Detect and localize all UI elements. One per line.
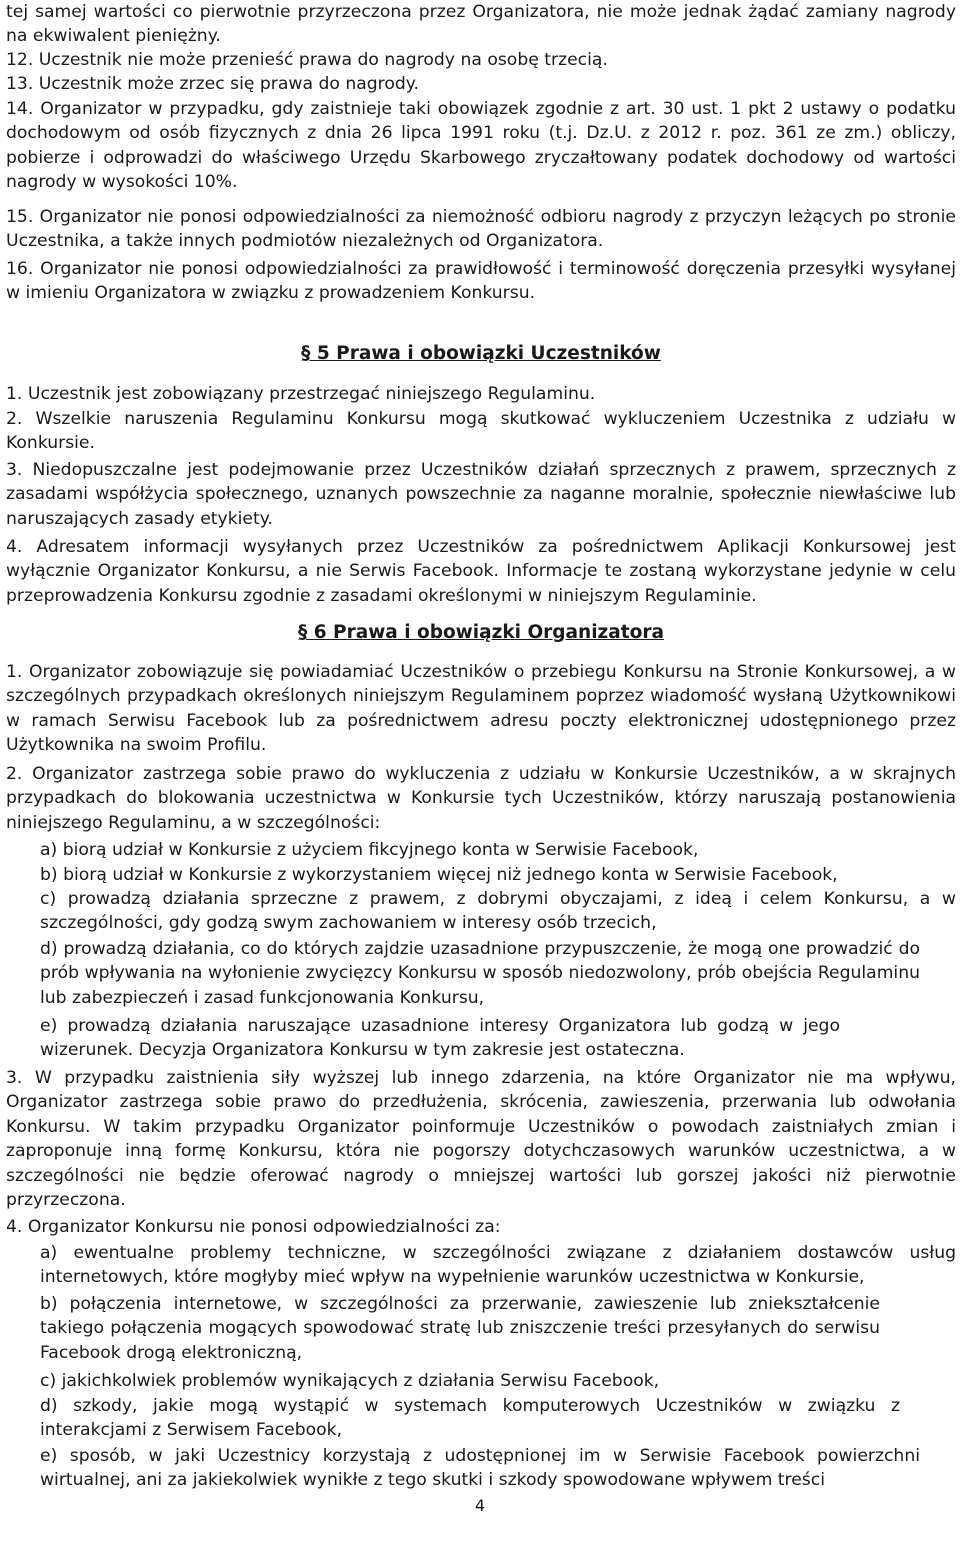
section-5-paragraph-1: 1. Uczestnik jest zobowiązany przestrzegać niniejszego Regulaminu.	[6, 384, 596, 404]
paragraph-12: 12. Uczestnik nie może przenieść prawa do nagrody na osobę trzecią.	[6, 50, 608, 70]
page-number: 4	[474, 1496, 486, 1515]
paragraph-16: 16. Organizator nie ponosi odpowiedzialności za prawidłowość i terminowość doręczenia przesyłki wysyłanej w imieniu Organizatora w związku z prowadzeniem Konkursu.	[6, 259, 956, 304]
list-item: d) prowadzą działania, co do których zajdzie uzasadnione przypuszczenie, że mogą one prowadzić do prób wpływania na wyłonienie zwycięzcy Konkursu w sposób niedozwolony, prób obejścia Regulaminu lub zabezpieczeń i zasad funkcjonowania Konkursu,	[40, 939, 920, 1008]
section-6-heading: § 6 Prawa i obowiązki Organizatora	[298, 622, 664, 643]
list-item: b) biorą udział w Konkursie z wykorzystaniem więcej niż jednego konta w Serwisie Facebook,	[40, 865, 838, 885]
list-item: d) szkody, jakie mogą wystąpić w systemach komputerowych Uczestników w związku z interakcjami z Serwisem Facebook,	[40, 1396, 900, 1441]
list-item: a) ewentualne problemy techniczne, w szczególności związane z działaniem dostawców usług internetowych, które mogłyby mieć wpływ na wypełnienie warunków uczestnictwa w Konkursie,	[40, 1243, 956, 1288]
paragraph-14: 14. Organizator w przypadku, gdy zaistnieje taki obowiązek zgodnie z art. 30 ust. 1 pkt 2 ustawy o podatku dochodowym od osób fizycznych z dnia 26 lipca 1991 roku (t.j. Dz.U. z 2012 r. poz. 361 ze zm.) obliczy, pobierze i odprowadzi do właściwego Urzędu Skarbowego zryczałtowany podatek dochodowy od wartości nagrody w wysokości 10%.	[6, 99, 956, 193]
section-5-paragraph-2: 2. Wszelkie naruszenia Regulaminu Konkursu mogą skutkować wykluczeniem Uczestnika z udziału w Konkursie.	[6, 409, 956, 454]
section-5-heading: § 5 Prawa i obowiązki Uczestników	[301, 343, 661, 364]
paragraph-continuation: tej samej wartości co pierwotnie przyrzeczona przez Organizatora, nie może jednak żądać zamiany nagrody na ekwiwalent pieniężny.	[6, 2, 956, 47]
list-item: e) sposób, w jaki Uczestnicy korzystają z udostępnionej im w Serwisie Facebook powierzchni wirtualnej, ani za jakiekolwiek wynikłe z tego skutki i szkody spowodowane wpływem treści	[40, 1446, 920, 1491]
section-6-paragraph-1: 1. Organizator zobowiązuje się powiadamiać Uczestników o przebiegu Konkursu na Stronie Konkursowej, a w szczególnych przypadkach określonych niniejszym Regulaminem poprzez wiadomość wysłaną Użytkownikowi w ramach Serwisu Facebook lub za pośrednictwem adresu poczty elektronicznej udostępnionego przez Użytkownika na swoim Profilu.	[6, 662, 956, 756]
list-item: c) prowadzą działania sprzeczne z prawem, z dobrymi obyczajami, z ideą i celem Konkursu, a w szczególności, gdy godzą swym zachowaniem w interesy osób trzecich,	[40, 889, 956, 934]
list-item: b) połączenia internetowe, w szczególności za przerwanie, zawieszenie lub zniekształcenie takiego połączenia mogących spowodować stratę lub zniszczenie treści przesyłanych do serwisu Facebook drogą elektroniczną,	[40, 1294, 880, 1363]
list-item: e) prowadzą działania naruszające uzasadnione interesy Organizatora lub godzą w jego wizerunek. Decyzja Organizatora Konkursu w tym zakresie jest ostateczna.	[40, 1016, 840, 1061]
section-5-paragraph-3: 3. Niedopuszczalne jest podejmowanie przez Uczestników działań sprzecznych z prawem, sprzecznych z zasadami współżycia społecznego, uznanych powszechnie za naganne moralnie, społecznie niewłaściwe lub naruszających zasady etykiety.	[6, 460, 956, 529]
section-6-paragraph-2: 2. Organizator zastrzega sobie prawo do wykluczenia z udziału w Konkursie Uczestników, a w skrajnych przypadkach do blokowania uczestnictwa w Konkursie tych Uczestników, którzy naruszają postanowienia niniejszego Regulaminu, a w szczególności:	[6, 764, 956, 833]
section-6-paragraph-3: 3. W przypadku zaistnienia siły wyższej lub innego zdarzenia, na które Organizator nie ma wpływu, Organizator zastrzega sobie prawo do przedłużenia, skrócenia, zawieszenia, przerwania lub odwołania Konkursu. W takim przypadku Organizator poinformuje Uczestników o powodach zaistniałych zmian i zaproponuje inną formę Konkursu, która nie pogorszy dotychczasowych warunków uczestnictwa, a w szczególności nie będzie oferować nagrody o mniejszej wartości lub gorszej jakości niż pierwotnie przyrzeczona.	[6, 1068, 956, 1211]
paragraph-15: 15. Organizator nie ponosi odpowiedzialności za niemożność odbioru nagrody z przyczyn leżących po stronie Uczestnika, a także innych podmiotów niezależnych od Organizatora.	[6, 207, 956, 252]
paragraph-13: 13. Uczestnik może zrzec się prawa do nagrody.	[6, 74, 419, 94]
section-6-paragraph-4: 4. Organizator Konkursu nie ponosi odpowiedzialności za:	[6, 1217, 501, 1237]
list-item: a) biorą udział w Konkursie z użyciem fikcyjnego konta w Serwisie Facebook,	[40, 840, 699, 860]
list-item: c) jakichkolwiek problemów wynikających z działania Serwisu Facebook,	[40, 1371, 660, 1391]
section-5-paragraph-4: 4. Adresatem informacji wysyłanych przez Uczestników za pośrednictwem Aplikacji Konkursowej jest wyłącznie Organizator Konkursu, a nie Serwis Facebook. Informacje te zostaną wykorzystane jedynie w celu przeprowadzenia Konkursu zgodnie z zasadami określonymi w niniejszym Regulaminie.	[6, 537, 956, 606]
